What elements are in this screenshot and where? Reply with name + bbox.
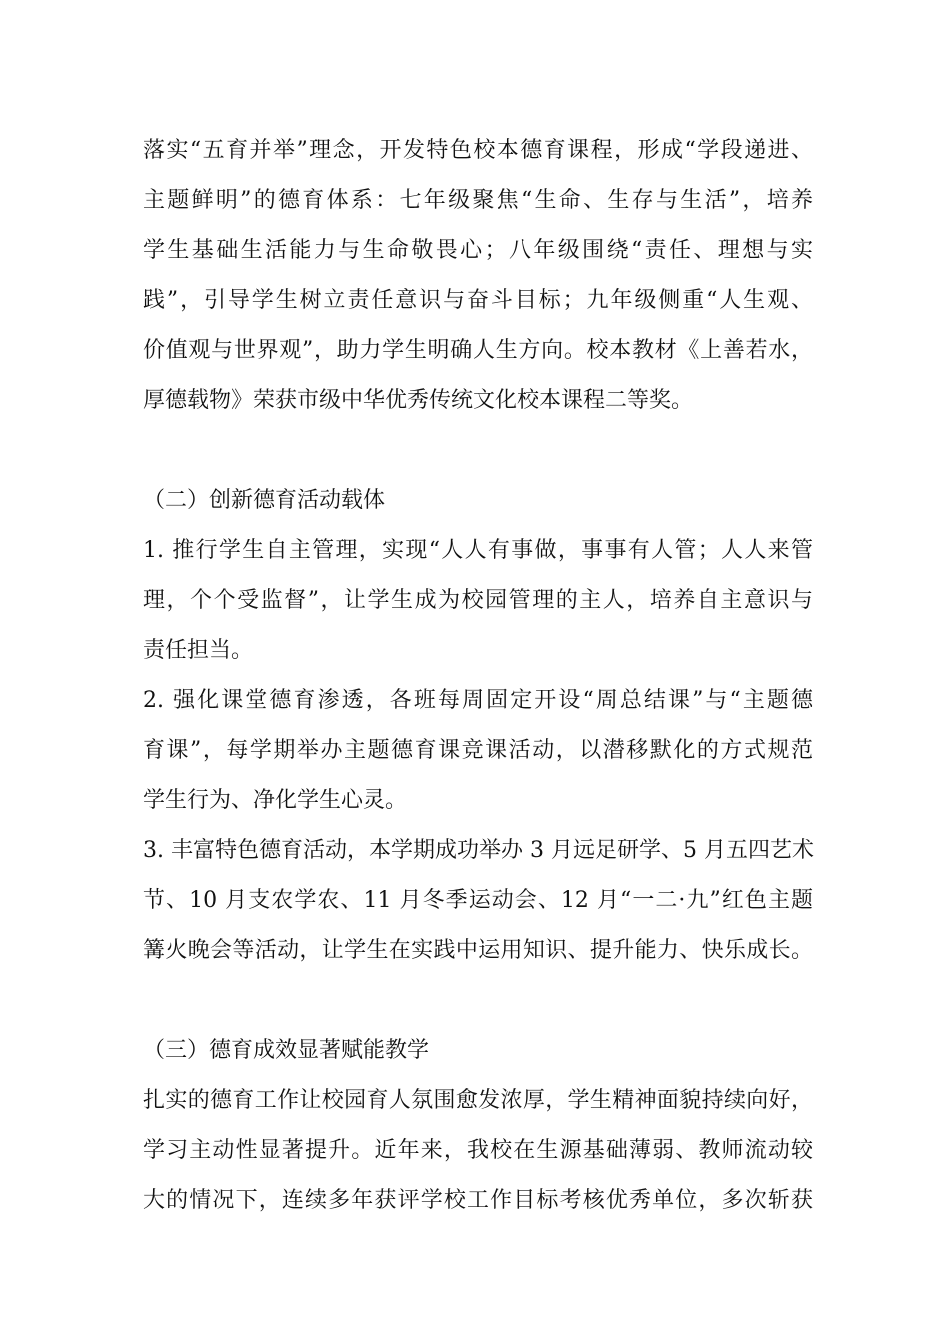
text-line: 2. 强化课堂德育渗透，各班每周固定开设“周总结课”与“主题德 xyxy=(143,688,813,713)
paragraph-gap xyxy=(143,426,813,476)
text-line: 节、10 月支农学农、11 月冬季运动会、12 月“一二·九”红色主题 xyxy=(143,888,813,913)
text-line: 3. 丰富特色德育活动，本学期成功举办 3 月远足研学、5 月五四艺术 xyxy=(143,838,814,863)
text-line: 1. 推行学生自主管理，实现“人人有事做，事事有人管；人人来管 xyxy=(143,538,813,563)
paragraph-gap xyxy=(143,976,813,1026)
list-item xyxy=(143,676,813,826)
paragraph-curriculum xyxy=(143,126,813,426)
text-line: 篝火晚会等活动，让学生在实践中运用知识、提升能力、快乐成长。 xyxy=(143,938,813,963)
document-page xyxy=(143,126,813,1226)
text-line: 育课”，每学期举办主题德育课竞课活动，以潜移默化的方式规范 xyxy=(143,738,813,763)
text-line: 责任担当。 xyxy=(143,638,254,663)
text-line: 理，个个受监督”，让学生成为校园管理的主人，培养自主意识与 xyxy=(143,588,813,613)
text-line: 学生行为、净化学生心灵。 xyxy=(143,788,408,813)
text-line: 学习主动性显著提升。近年来，我校在生源基础薄弱、教师流动较 xyxy=(143,1138,813,1163)
text-line: 落实“五育并举”理念，开发特色校本德育课程，形成“学段递进、 xyxy=(143,138,813,163)
section-heading: （三）德育成效显著赋能教学 xyxy=(143,1038,430,1063)
text-line: 学生基础生活能力与生命敬畏心；八年级围绕“责任、理想与实 xyxy=(143,238,813,263)
text-line: 厚德载物》荣获市级中华优秀传统文化校本课程二等奖。 xyxy=(143,388,694,413)
text-line: 践”，引导学生树立责任意识与奋斗目标；九年级侧重“人生观、 xyxy=(143,288,813,313)
text-line: 大的情况下，连续多年获评学校工作目标考核优秀单位，多次斩获 xyxy=(143,1188,813,1213)
text-line: 主题鲜明”的德育体系：七年级聚焦“生命、生存与生活”，培养 xyxy=(143,188,813,213)
section-heading: （二）创新德育活动载体 xyxy=(143,488,386,513)
list-item xyxy=(143,826,813,976)
section-activities xyxy=(143,476,813,976)
section-results xyxy=(143,1026,813,1226)
list-item xyxy=(143,526,813,676)
text-line: 扎实的德育工作让校园育人氛围愈发浓厚，学生精神面貌持续向好， xyxy=(143,1088,813,1113)
text-line: 价值观与世界观”，助力学生明确人生方向。校本教材《上善若水， xyxy=(143,338,813,363)
